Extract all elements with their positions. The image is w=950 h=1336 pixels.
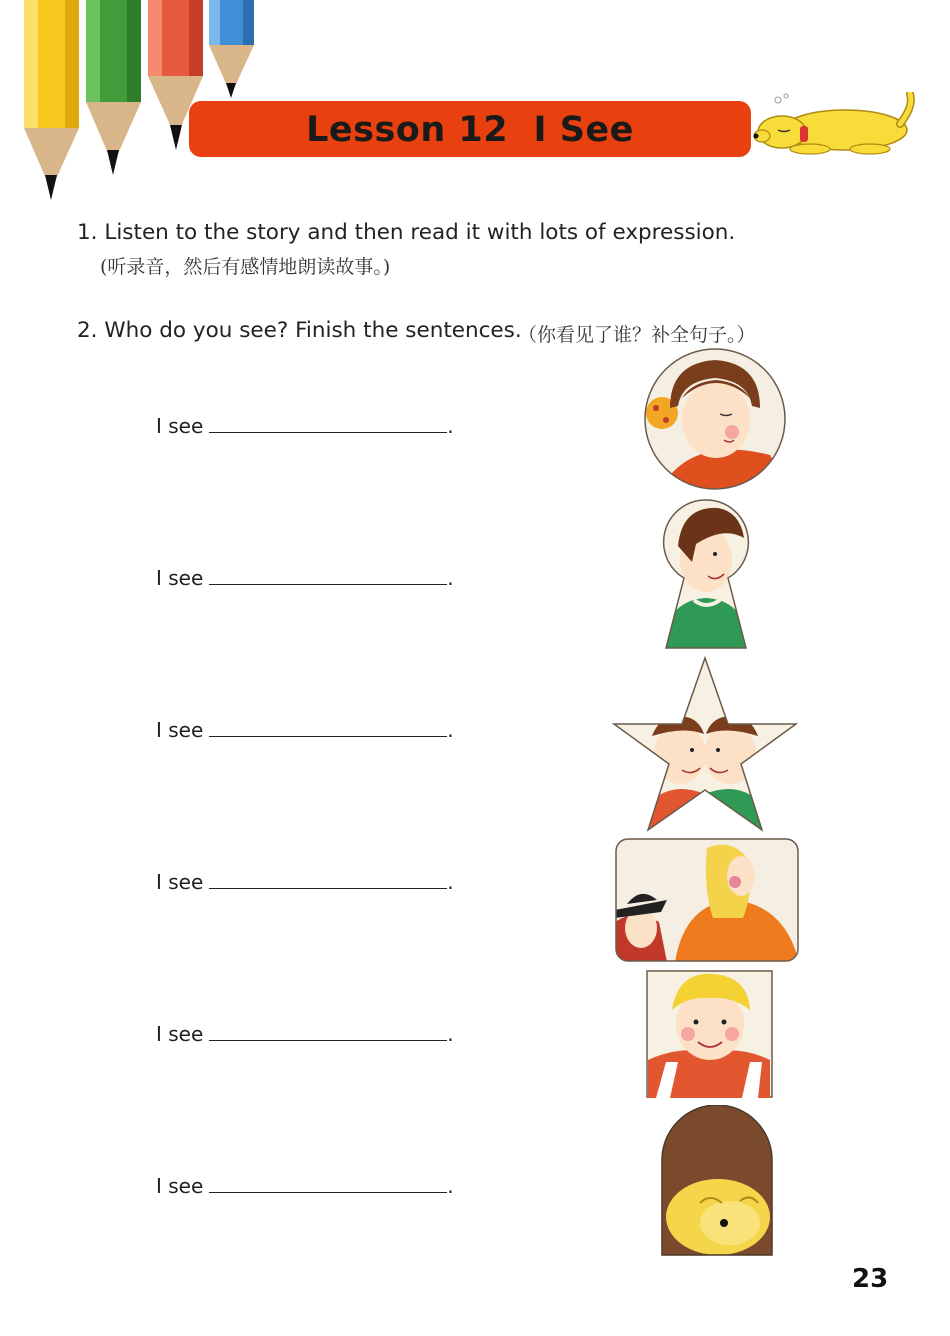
picture-blond-boy — [646, 970, 773, 1098]
sentence-suffix: . — [447, 566, 454, 590]
sentence-prefix: I see — [156, 414, 204, 438]
sentence-row-2 — [156, 562, 454, 590]
picture-man-and-woman — [615, 838, 799, 962]
instruction-1-number: 1. — [77, 220, 98, 245]
sentence-prefix: I see — [156, 870, 204, 894]
sentence-suffix: . — [447, 1174, 454, 1198]
sentence-suffix: . — [447, 718, 454, 742]
picture-two-boys-star — [610, 656, 800, 834]
answer-blank-3[interactable] — [209, 714, 447, 737]
sentence-row-6 — [156, 1170, 454, 1198]
sentence-row-3 — [156, 714, 454, 742]
sleeping-dog-icon — [750, 92, 920, 157]
picture-boy-keyhole — [660, 498, 752, 650]
sentence-row-4 — [156, 866, 454, 894]
answer-blank-4[interactable] — [209, 866, 447, 889]
instruction-2-number: 2. — [77, 318, 98, 343]
instruction-2-chinese: （你看见了谁？补全句子。） — [518, 324, 756, 346]
sentence-prefix: I see — [156, 1174, 204, 1198]
instruction-1-text: Listen to the story and then read it with lots of expression. — [104, 220, 736, 245]
page-number: 23 — [852, 1264, 889, 1294]
sentence-suffix: . — [447, 870, 454, 894]
sentence-suffix: . — [447, 414, 454, 438]
instruction-2-text: Who do you see? Finish the sentences. — [104, 318, 522, 343]
instruction-1-chinese: (听录音，然后有感情地朗读故事。) — [100, 256, 391, 278]
answer-blank-6[interactable] — [209, 1170, 447, 1193]
sentence-prefix: I see — [156, 566, 204, 590]
answer-blank-1[interactable] — [209, 410, 447, 433]
sentence-suffix: . — [447, 1022, 454, 1046]
sentence-row-5 — [156, 1018, 454, 1046]
blue-pencil-icon — [209, 0, 254, 98]
sentence-prefix: I see — [156, 718, 204, 742]
yellow-pencil-icon — [24, 0, 79, 200]
instruction-1 — [77, 220, 735, 245]
picture-dog-arch — [660, 1105, 775, 1257]
sentence-prefix: I see — [156, 1022, 204, 1046]
answer-blank-2[interactable] — [209, 562, 447, 585]
answer-blank-5[interactable] — [209, 1018, 447, 1041]
green-pencil-icon — [86, 0, 141, 175]
picture-girl-circle — [640, 348, 790, 490]
lesson-title: Lesson 12 I See — [306, 110, 634, 150]
sentence-row-1 — [156, 410, 454, 438]
instruction-2 — [77, 318, 522, 343]
